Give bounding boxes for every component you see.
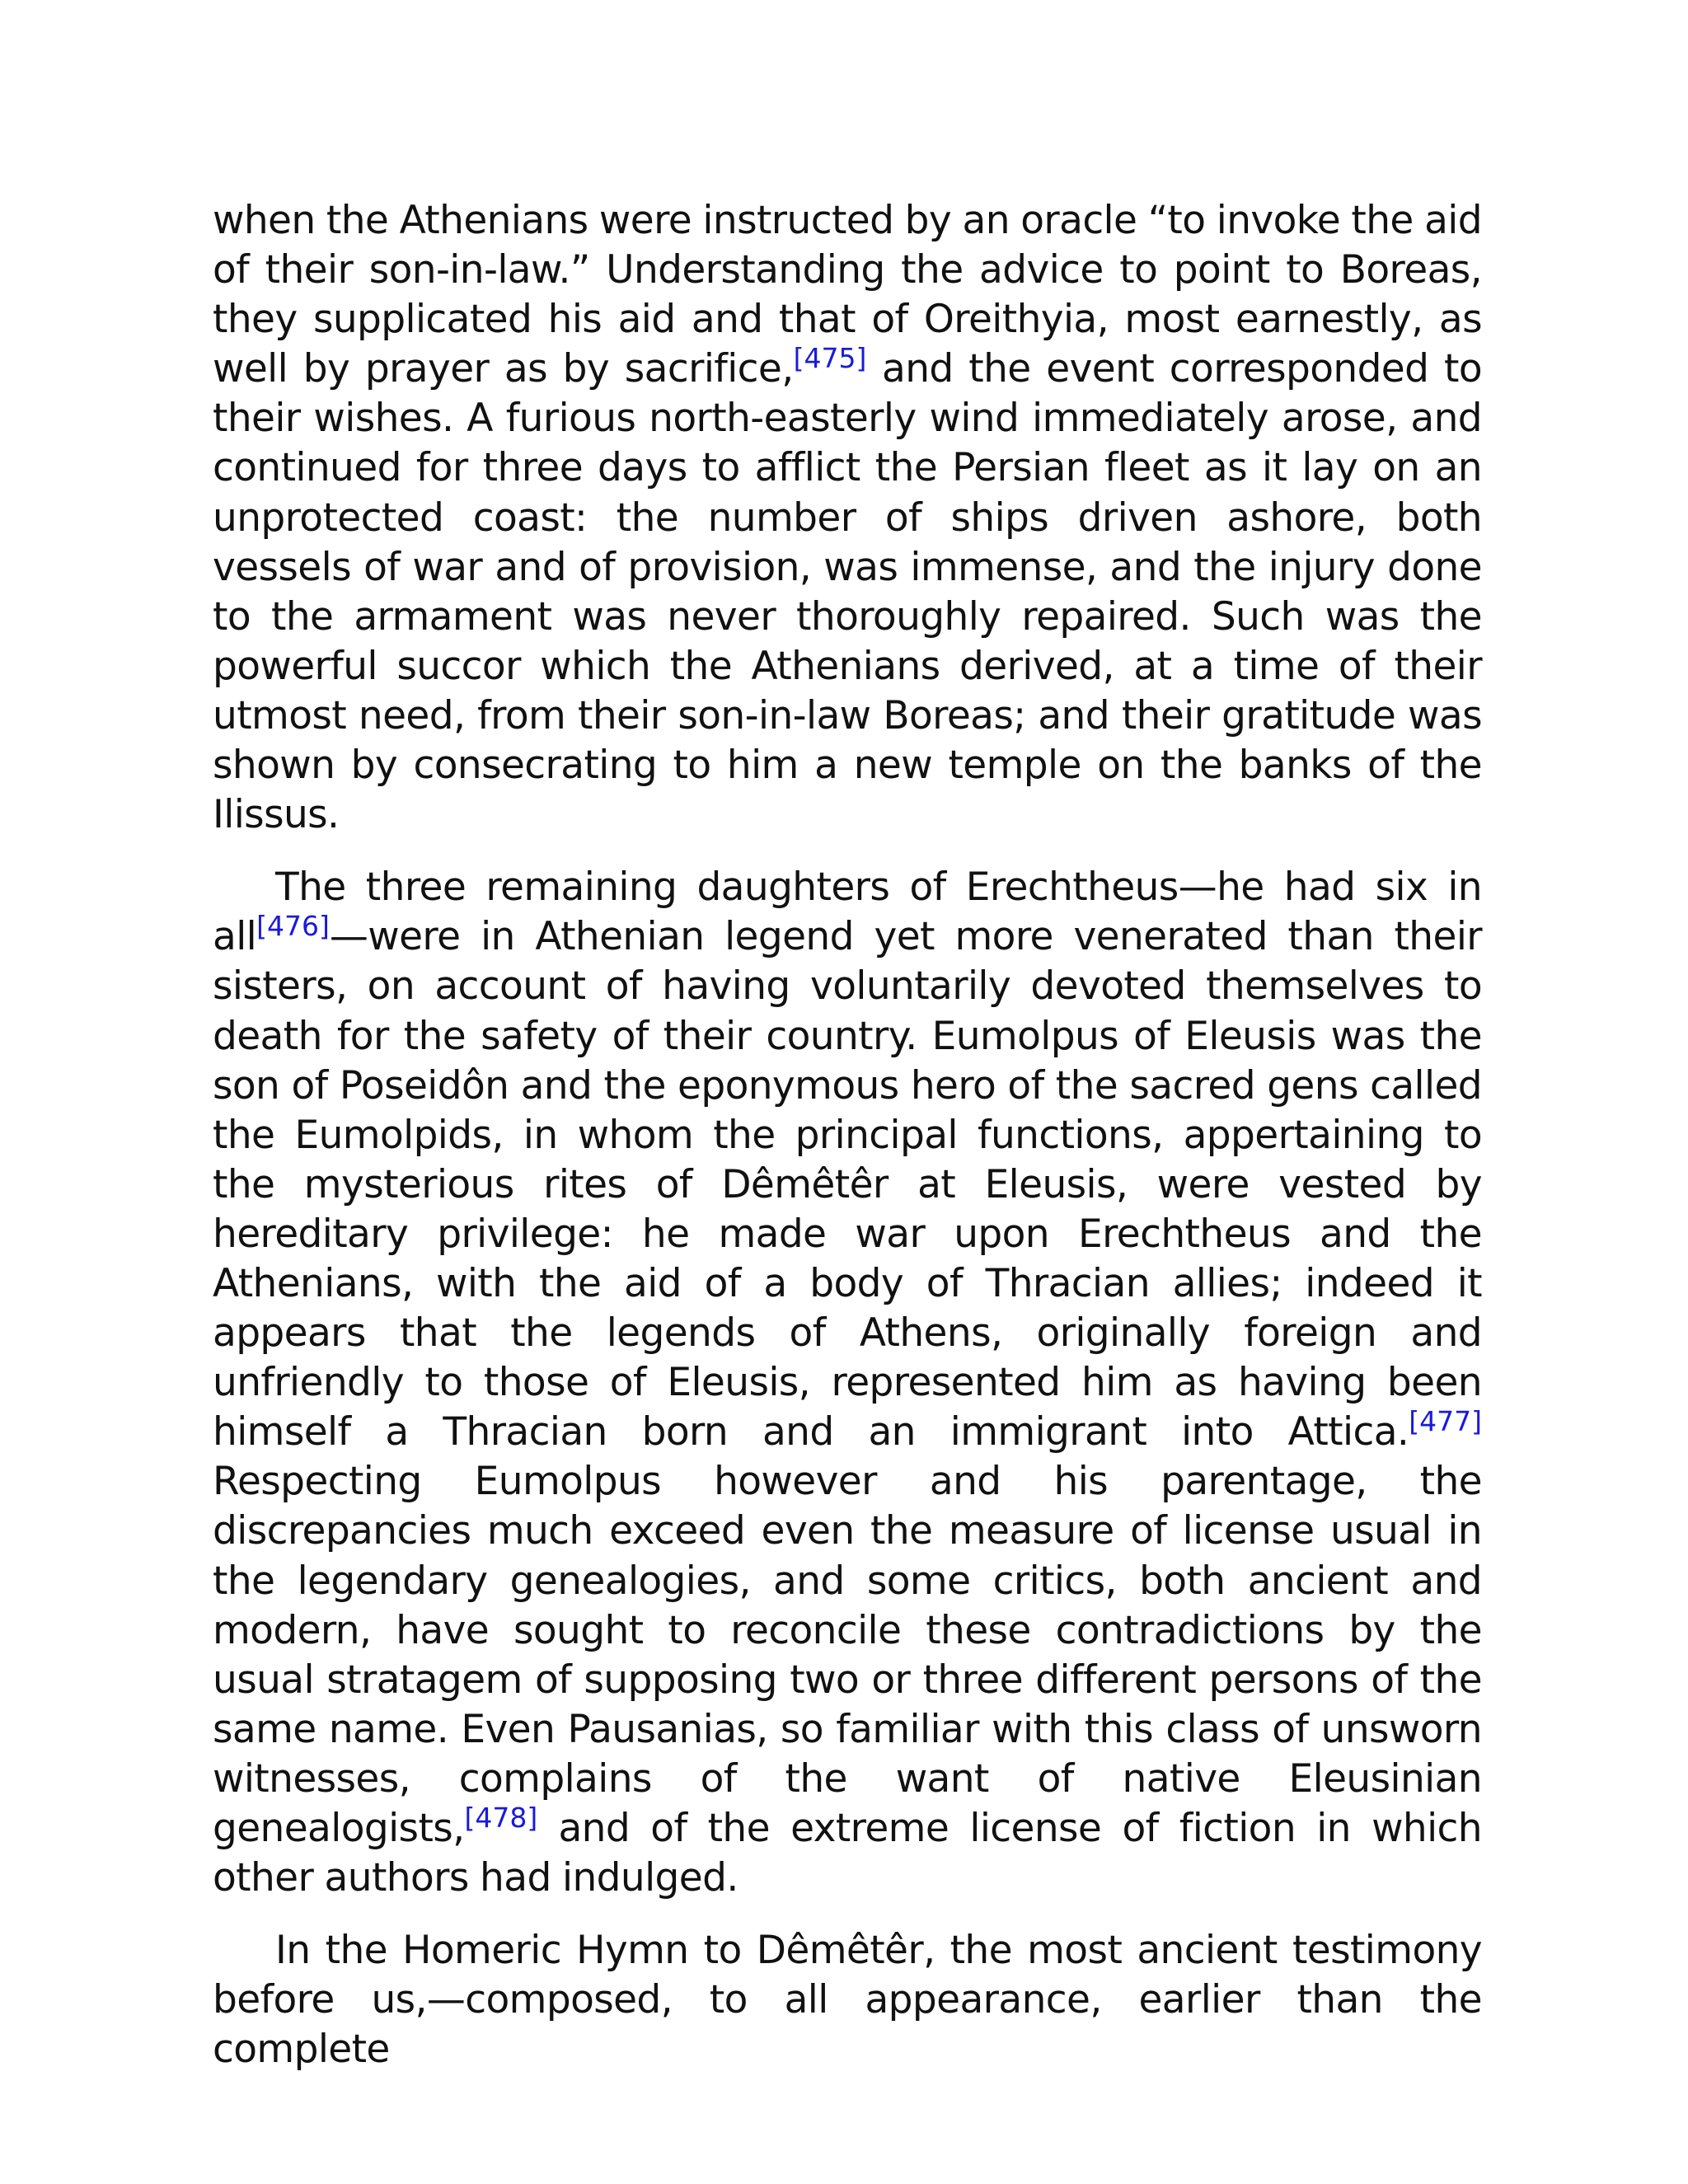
footnote-link-475[interactable]: [475] [793, 342, 867, 375]
paragraph-1 [213, 196, 1482, 840]
text-segment: and the event corresponded to their wishes. A furious north-easterly wind immediately arose, and continued for three days to afflict the Persian fleet as it lay on an unprotected coast: the number of ships driven ashore, both vessels of war and of provision, was immense, and the injury done to the armament was never thoroughly repaired. Such was the powerful succor which the Athenians derived, at a time of their utmost need, from their son-in-law Boreas; and their gratitude was shown by consecrating to him a new temple on the banks of the Ilissus. [213, 346, 1482, 838]
text-segment: and of the extreme license of fiction in which other authors had indulged. [213, 1806, 1482, 1901]
footnote-link-477[interactable]: [477] [1409, 1405, 1482, 1438]
text-segment: In the Homeric Hymn to Dêmêtêr, the most ancient testimony before us,—composed, to all appearance, earlier than the complete [213, 1928, 1482, 2073]
text-segment: —were in Athenian legend yet more venerated than their sisters, on account of having voluntarily devoted themselves to death for the safety of their country. Eumolpus of Eleusis was the son of Poseidôn and the eponymous hero of the sacred gens called the Eumolpids, in whom the principal functions, appertaining to the mysterious rites of Dêmêtêr at Eleusis, were vested by hereditary privilege: he made war upon Erechtheus and the Athenians, with the aid of a body of Thracian allies; indeed it appears that the legends of Athens, originally foreign and unfriendly to those of Eleusis, represented him as having been himself a Thracian born and an immigrant into Attica. [213, 914, 1482, 1455]
footnote-link-476[interactable]: [476] [256, 910, 330, 943]
text-segment: when the Athenians were instructed by an oracle “to invoke the aid of their son-in-law.” Understanding the advice to point to Boreas, they supplicated his aid and that of Oreithyia, most earnestly, as well by prayer as by sacrifice, [213, 198, 1482, 392]
text-segment: The three remaining daughters of Erechtheus—he had six in all [213, 865, 1482, 960]
document-page [213, 196, 1482, 2097]
text-segment: Respecting Eumolpus however and his parentage, the discrepancies much exceed even the measure of license usual in the legendary genealogies, and some critics, both ancient and modern, have sought to reconcile these contradictions by the usual stratagem of supposing two or three different persons of the same name. Even Pausanias, so familiar with this class of unsworn witnesses, complains of the want of native Eleusinian genealogists, [213, 1459, 1482, 1851]
paragraph-3 [213, 1926, 1482, 2074]
footnote-link-478[interactable]: [478] [464, 1802, 538, 1834]
paragraph-2 [213, 863, 1482, 1903]
